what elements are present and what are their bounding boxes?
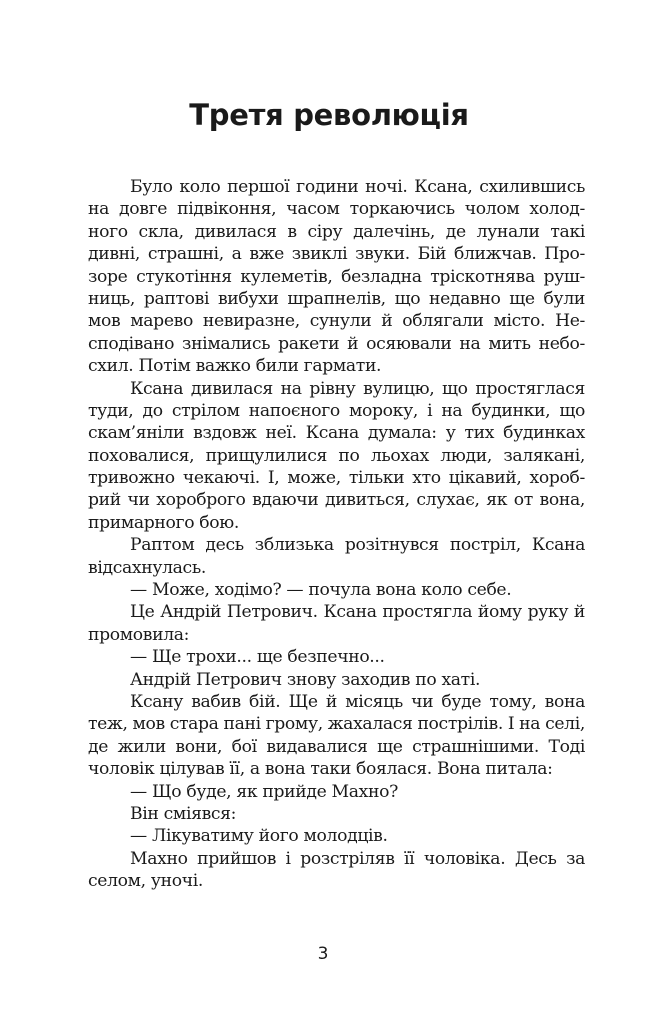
page-number: 3 bbox=[317, 944, 329, 964]
text-line bbox=[88, 870, 585, 892]
text-line-content: промовила: bbox=[88, 624, 190, 645]
text-line-content: на довге підвіконня, часом торкаючись чолом холод- bbox=[88, 199, 585, 220]
text-line bbox=[88, 758, 585, 780]
text-line bbox=[88, 333, 585, 355]
text-line bbox=[88, 266, 585, 288]
text-line bbox=[88, 198, 585, 220]
text-line-content: — Що буде, як прийде Махно? bbox=[130, 781, 398, 802]
text-line-content: — Лікуватиму його молодців. bbox=[130, 826, 388, 847]
text-line bbox=[88, 848, 585, 870]
text-line bbox=[88, 467, 585, 489]
text-line bbox=[88, 825, 585, 847]
text-line bbox=[88, 557, 585, 579]
text-line bbox=[88, 781, 585, 803]
text-line bbox=[88, 713, 585, 735]
text-line bbox=[88, 176, 585, 198]
text-line-content: примарного бою. bbox=[88, 512, 240, 533]
text-line bbox=[88, 601, 585, 623]
text-line-content: Це Андрій Петрович. Ксана простягла йому руку й bbox=[130, 602, 585, 623]
text-line-content: — Може, ходімо? — почула вона коло себе. bbox=[130, 580, 512, 601]
text-line bbox=[88, 803, 585, 825]
text-line-content: мов марево невиразне, сунули й облягали місто. Не- bbox=[88, 311, 585, 332]
text-line-content: туди, до стрілом напоєного мороку, і на будинки, що bbox=[88, 400, 585, 421]
text-line bbox=[88, 243, 585, 265]
text-line-content: Було коло першої години ночі. Ксана, схилившись bbox=[130, 177, 585, 197]
text-line bbox=[88, 221, 585, 243]
chapter-title: Третя революція bbox=[189, 98, 469, 132]
text-line-content: Ксана дивилася на рівну вулицю, що простяглася bbox=[130, 378, 585, 399]
text-line-content: дивні, страшні, а вже звиклі звуки. Бій ближчав. Про- bbox=[88, 244, 585, 265]
text-line-content: — Ще трохи... ще безпечно... bbox=[130, 647, 385, 668]
text-line bbox=[88, 579, 585, 601]
text-line bbox=[88, 669, 585, 691]
text-line-content: теж, мов стара пані грому, жахалася пострілів. І на селі, bbox=[88, 714, 585, 735]
text-line bbox=[88, 310, 585, 332]
text-line-content: зоре стукотіння кулеметів, безладна тріскотнява руш- bbox=[88, 266, 585, 287]
text-line-content: рий чи хороброго вдаючи дивиться, слухає, як от вона, bbox=[88, 490, 585, 511]
text-line-content: схил. Потім важко били гармати. bbox=[88, 356, 382, 377]
text-line bbox=[88, 489, 585, 511]
text-line bbox=[88, 646, 585, 668]
text-line-content: ниць, раптові вибухи шрапнелів, що недавно ще були bbox=[88, 288, 585, 309]
text-line bbox=[88, 736, 585, 758]
text-line-content: Махно прийшов і розстріляв її чоловіка. Десь за bbox=[130, 848, 585, 869]
text-line-content: Він сміявся: bbox=[130, 803, 237, 824]
text-line bbox=[88, 624, 585, 646]
text-line-content: сподівано знімались ракети й осяювали на мить небо- bbox=[88, 333, 585, 354]
text-line bbox=[88, 445, 585, 467]
text-line-content: Раптом десь зблизька розітнувся постріл, Ксана bbox=[130, 535, 585, 556]
text-line-content: Ксану вабив бій. Ще й місяць чи буде тому, вона bbox=[130, 691, 585, 712]
text-line bbox=[88, 422, 585, 444]
text-line bbox=[88, 512, 585, 534]
text-line bbox=[88, 691, 585, 713]
text-line-content: чоловік цілував її, а вона таки боялася. Вона питала: bbox=[88, 759, 553, 780]
text-line bbox=[88, 355, 585, 377]
text-line-content: скам’яніли вздовж неї. Ксана думала: у тих будинках bbox=[88, 423, 585, 444]
text-line-content: поховалися, прищулилися по льохах люди, залякані, bbox=[88, 445, 585, 466]
text-line bbox=[88, 400, 585, 422]
text-line bbox=[88, 534, 585, 556]
text-line-content: ного скла, дивилася в сіру далечінь, де лунали такі bbox=[88, 221, 585, 242]
text-line-content: тривожно чекаючі. І, може, тільки хто цікавий, хороб- bbox=[88, 468, 585, 489]
text-line-content: де жили вони, бої видавалися ще страшнішими. Тоді bbox=[88, 736, 585, 757]
text-line-content: Андрій Петрович знову заходив по хаті. bbox=[130, 669, 481, 690]
text-line bbox=[88, 288, 585, 310]
body-text bbox=[88, 176, 585, 893]
text-line bbox=[88, 378, 585, 400]
text-line-content: відсахнулась. bbox=[88, 557, 206, 578]
text-line-content: селом, уночі. bbox=[88, 871, 204, 892]
